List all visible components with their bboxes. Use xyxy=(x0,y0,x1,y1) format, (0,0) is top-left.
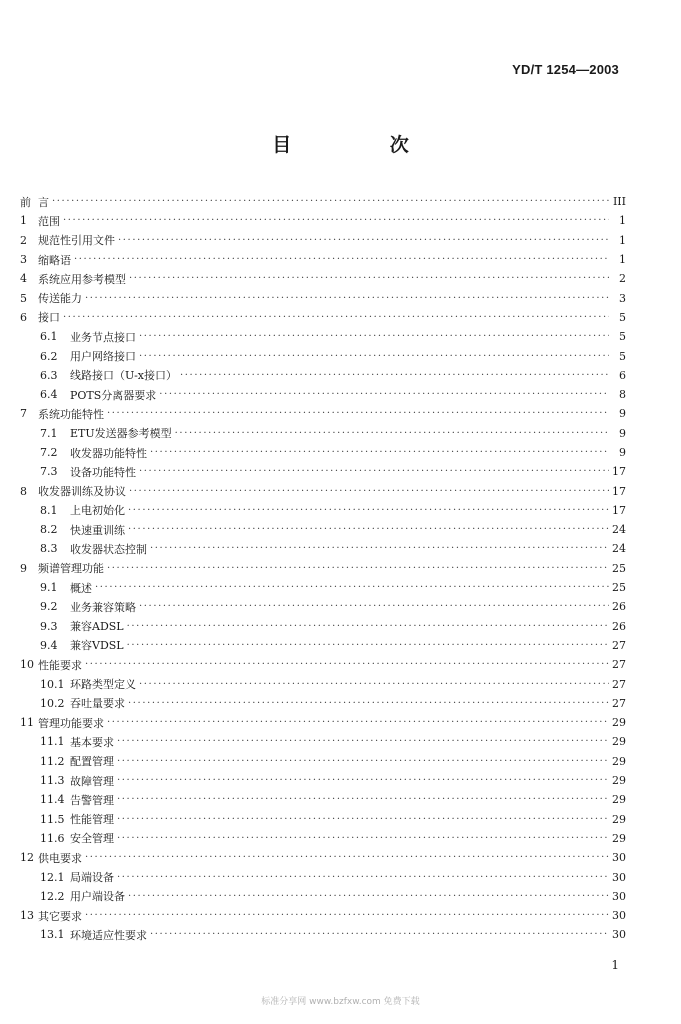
toc-entry-number: 13 xyxy=(20,909,34,923)
dot-leader xyxy=(129,273,609,284)
toc-entry-page: 24 xyxy=(612,542,626,556)
toc-entry-label: 性能管理 xyxy=(70,813,114,827)
toc-entry[interactable] xyxy=(20,501,626,520)
dot-leader xyxy=(117,814,609,825)
toc-entry-label: POTS分离器要求 xyxy=(70,388,157,402)
toc-entry-page: 27 xyxy=(612,658,626,672)
toc-entry[interactable] xyxy=(20,732,626,751)
toc-entry-label: ETU发送器参考模型 xyxy=(70,427,172,441)
toc-entry-number: 11.1 xyxy=(40,735,65,749)
toc-entry-number: 6.2 xyxy=(40,349,58,363)
toc-entry[interactable] xyxy=(20,327,626,346)
toc-entry[interactable] xyxy=(20,481,626,500)
toc-entry-number: 9.4 xyxy=(40,638,58,652)
toc-entry-label: 系统应用参考模型 xyxy=(38,272,126,286)
dot-leader xyxy=(150,543,609,554)
dot-leader xyxy=(117,833,609,844)
toc-entry[interactable] xyxy=(20,578,626,597)
dot-leader xyxy=(107,408,609,419)
toc-entry[interactable] xyxy=(20,443,626,462)
toc-entry-number: 11 xyxy=(20,716,34,730)
toc-entry[interactable] xyxy=(20,192,626,211)
toc-entry-page: 29 xyxy=(612,774,626,788)
toc-entry[interactable] xyxy=(20,752,626,771)
toc-entry-page: 1 xyxy=(619,214,626,228)
toc-entry-label: 收发器功能特性 xyxy=(70,446,147,460)
toc-entry-label: 接口 xyxy=(38,311,60,325)
toc-entry-label: 系统功能特性 xyxy=(38,407,104,421)
toc-entry-label: 业务节点接口 xyxy=(70,330,136,344)
dot-leader xyxy=(85,852,609,863)
toc-entry[interactable] xyxy=(20,404,626,423)
toc-entry-number: 11.4 xyxy=(40,793,65,807)
toc-entry-label: 缩略语 xyxy=(38,253,71,267)
toc-entry-number: 4 xyxy=(20,272,27,286)
toc-entry-number: 6.1 xyxy=(40,330,58,344)
toc-entry[interactable] xyxy=(20,424,626,443)
dot-leader xyxy=(85,293,609,304)
toc-entry-label: 吞吐量要求 xyxy=(70,697,125,711)
toc-entry-label: 线路接口（U-x接口） xyxy=(70,369,177,383)
dot-leader xyxy=(128,524,609,535)
toc-entry-number: 6.3 xyxy=(40,368,58,382)
toc-entry-number: 12.2 xyxy=(40,889,65,903)
toc-entry-page: 1 xyxy=(619,253,626,267)
table-of-contents xyxy=(20,192,626,945)
toc-entry-page: 29 xyxy=(612,812,626,826)
toc-entry-page: 27 xyxy=(612,677,626,691)
toc-entry-page: 25 xyxy=(612,561,626,575)
toc-entry-number: 7.2 xyxy=(40,446,58,459)
dot-leader xyxy=(117,756,609,767)
toc-entry-page: 3 xyxy=(619,291,626,305)
toc-entry[interactable] xyxy=(20,231,626,250)
toc-entry-label: 言 xyxy=(38,195,49,209)
toc-entry-page: 30 xyxy=(612,909,626,923)
toc-entry-page: 29 xyxy=(612,754,626,768)
dot-leader xyxy=(117,775,609,786)
dot-leader xyxy=(95,582,609,593)
toc-entry-page: 17 xyxy=(612,484,626,498)
toc-entry[interactable] xyxy=(20,211,626,230)
standard-code: YD/T 1254—2003 xyxy=(512,62,619,77)
toc-entry-page: 17 xyxy=(612,465,626,479)
toc-entry-label: 收发器状态控制 xyxy=(70,542,147,556)
dot-leader xyxy=(52,196,609,207)
toc-entry-label: 收发器训练及协议 xyxy=(38,485,126,499)
toc-entry-number: 8 xyxy=(20,484,27,498)
toc-entry-page: 24 xyxy=(612,523,626,537)
toc-entry-label: 基本要求 xyxy=(70,735,114,749)
dot-leader xyxy=(175,428,609,439)
toc-entry-page: 17 xyxy=(612,503,626,517)
toc-entry-label: 兼容VDSL xyxy=(70,639,124,653)
toc-entry-page: 1 xyxy=(619,233,626,247)
toc-entry[interactable] xyxy=(20,346,626,365)
toc-entry[interactable] xyxy=(20,829,626,848)
toc-entry-number: 7 xyxy=(20,407,27,421)
dot-leader xyxy=(127,640,609,651)
toc-entry-label: 安全管理 xyxy=(70,832,114,846)
toc-entry-label: 设备功能特性 xyxy=(70,465,136,479)
toc-entry-label: 快速重训练 xyxy=(70,523,125,537)
dot-leader xyxy=(63,215,609,226)
toc-entry-page: 25 xyxy=(612,581,626,595)
toc-entry-label: 上电初始化 xyxy=(70,504,125,518)
toc-entry-label: 配置管理 xyxy=(70,755,114,769)
toc-entry-page: 8 xyxy=(619,388,626,402)
toc-entry-page: 30 xyxy=(612,851,626,865)
dot-leader xyxy=(128,891,609,902)
toc-entry-page: 9 xyxy=(619,426,626,440)
toc-entry-page: 27 xyxy=(612,696,626,710)
toc-entry-number: 10 xyxy=(20,658,34,672)
dot-leader xyxy=(129,486,609,497)
toc-entry-page: 29 xyxy=(612,793,626,807)
toc-entry-label: 用户网络接口 xyxy=(70,350,136,364)
toc-entry[interactable] xyxy=(20,250,626,269)
toc-entry[interactable] xyxy=(20,694,626,713)
toc-entry[interactable] xyxy=(20,848,626,867)
dot-leader xyxy=(128,698,609,709)
toc-entry-label: 频谱管理功能 xyxy=(38,562,104,576)
toc-entry[interactable] xyxy=(20,790,626,809)
dot-leader xyxy=(74,254,609,265)
toc-entry-page: 5 xyxy=(619,330,626,344)
toc-entry[interactable] xyxy=(20,366,626,385)
toc-entry-number: 11.5 xyxy=(40,812,65,826)
toc-entry-page: 30 xyxy=(612,889,626,903)
toc-entry-page: 29 xyxy=(612,831,626,845)
toc-entry-label: 概述 xyxy=(70,581,92,595)
watermark: 标准分享网 www.bzfxw.com 免费下载 xyxy=(261,997,420,1007)
toc-entry-number: 5 xyxy=(20,291,27,305)
dot-leader xyxy=(150,929,609,940)
toc-entry[interactable] xyxy=(20,867,626,886)
dot-leader xyxy=(139,351,609,362)
toc-entry-number: 8.3 xyxy=(40,542,58,556)
dot-leader xyxy=(85,659,609,670)
dot-leader xyxy=(128,505,609,516)
toc-entry-number: 2 xyxy=(20,233,27,247)
dot-leader xyxy=(139,331,609,342)
dot-leader xyxy=(107,563,609,574)
toc-entry-page: 9 xyxy=(619,446,626,459)
dot-leader xyxy=(117,872,609,883)
dot-leader xyxy=(150,447,609,458)
toc-entry[interactable] xyxy=(20,308,626,327)
toc-entry[interactable] xyxy=(20,597,626,616)
toc-entry[interactable] xyxy=(20,906,626,925)
toc-entry-number: 6 xyxy=(20,310,27,324)
toc-entry-number: 9 xyxy=(20,561,27,575)
toc-entry[interactable] xyxy=(20,636,626,655)
toc-entry-page: 9 xyxy=(619,407,626,421)
toc-entry-page: III xyxy=(612,195,626,209)
toc-entry-label: 兼容ADSL xyxy=(70,620,124,634)
toc-entry-page: 5 xyxy=(619,310,626,324)
dot-leader xyxy=(107,717,609,728)
dot-leader xyxy=(117,736,609,747)
dot-leader xyxy=(180,370,609,381)
toc-entry-page: 26 xyxy=(612,600,626,614)
toc-entry-number: 9.2 xyxy=(40,600,58,614)
toc-entry-number: 12 xyxy=(20,851,34,865)
toc-entry-label: 其它要求 xyxy=(38,909,82,923)
toc-entry[interactable] xyxy=(20,539,626,558)
toc-entry-page: 5 xyxy=(619,349,626,363)
toc-entry-label: 传送能力 xyxy=(38,292,82,306)
page-title: 目 次 xyxy=(272,134,455,156)
toc-entry-number: 6.4 xyxy=(40,388,58,402)
toc-entry[interactable] xyxy=(20,520,626,539)
toc-entry-page: 27 xyxy=(612,638,626,652)
toc-entry-label: 业务兼容策略 xyxy=(70,600,136,614)
dot-leader xyxy=(159,389,609,400)
toc-entry-label: 环境适应性要求 xyxy=(70,928,147,942)
toc-entry[interactable] xyxy=(20,674,626,693)
toc-entry[interactable] xyxy=(20,617,626,636)
toc-entry-label: 局端设备 xyxy=(70,871,114,885)
toc-entry-label: 管理功能要求 xyxy=(38,716,104,730)
toc-entry-label: 性能要求 xyxy=(38,658,82,672)
toc-entry-page: 30 xyxy=(612,870,626,884)
toc-entry[interactable] xyxy=(20,269,626,288)
dot-leader xyxy=(139,601,609,612)
toc-entry-number: 13.1 xyxy=(40,928,65,942)
toc-entry-number: 10.2 xyxy=(40,696,65,710)
dot-leader xyxy=(118,235,609,246)
toc-entry[interactable] xyxy=(20,462,626,481)
toc-entry[interactable] xyxy=(20,887,626,906)
toc-entry[interactable] xyxy=(20,385,626,404)
toc-entry-label: 告警管理 xyxy=(70,793,114,807)
toc-entry-label: 供电要求 xyxy=(38,851,82,865)
toc-entry-number: 9.3 xyxy=(40,619,58,633)
toc-entry-label: 环路类型定义 xyxy=(70,678,136,692)
toc-entry-number: 10.1 xyxy=(40,677,65,691)
toc-entry[interactable] xyxy=(20,713,626,732)
toc-entry-number: 8.1 xyxy=(40,503,58,517)
toc-entry-number: 前 xyxy=(20,195,31,209)
dot-leader xyxy=(117,794,609,805)
page-number: 1 xyxy=(611,958,619,972)
toc-entry-page: 29 xyxy=(612,735,626,749)
toc-entry-number: 7.3 xyxy=(40,465,58,479)
toc-entry[interactable] xyxy=(20,810,626,829)
toc-entry-number: 11.3 xyxy=(40,774,65,788)
toc-entry-page: 29 xyxy=(612,716,626,730)
toc-entry-label: 故障管理 xyxy=(70,774,114,788)
toc-entry-number: 1 xyxy=(20,214,27,228)
toc-entry-number: 11.6 xyxy=(40,831,65,845)
toc-entry-label: 规范性引用文件 xyxy=(38,234,115,248)
dot-leader xyxy=(139,466,609,477)
toc-entry[interactable] xyxy=(20,771,626,790)
toc-entry-label: 范围 xyxy=(38,214,60,228)
toc-entry-number: 8.2 xyxy=(40,523,58,537)
toc-entry-number: 7.1 xyxy=(40,426,58,440)
toc-entry[interactable] xyxy=(20,288,626,307)
toc-entry[interactable] xyxy=(20,655,626,674)
toc-entry-page: 6 xyxy=(619,368,626,382)
toc-entry-page: 30 xyxy=(612,928,626,942)
dot-leader xyxy=(63,312,609,323)
dot-leader xyxy=(85,910,609,921)
toc-entry-number: 3 xyxy=(20,253,27,267)
dot-leader xyxy=(139,679,609,690)
toc-entry-label: 用户端设备 xyxy=(70,890,125,904)
toc-entry-page: 2 xyxy=(619,272,626,286)
dot-leader xyxy=(127,621,609,632)
toc-entry-number: 9.1 xyxy=(40,581,58,595)
toc-entry-number: 12.1 xyxy=(40,870,65,884)
toc-entry[interactable] xyxy=(20,925,626,944)
toc-entry[interactable] xyxy=(20,559,626,578)
toc-entry-number: 11.2 xyxy=(40,754,65,768)
toc-entry-page: 26 xyxy=(612,619,626,633)
